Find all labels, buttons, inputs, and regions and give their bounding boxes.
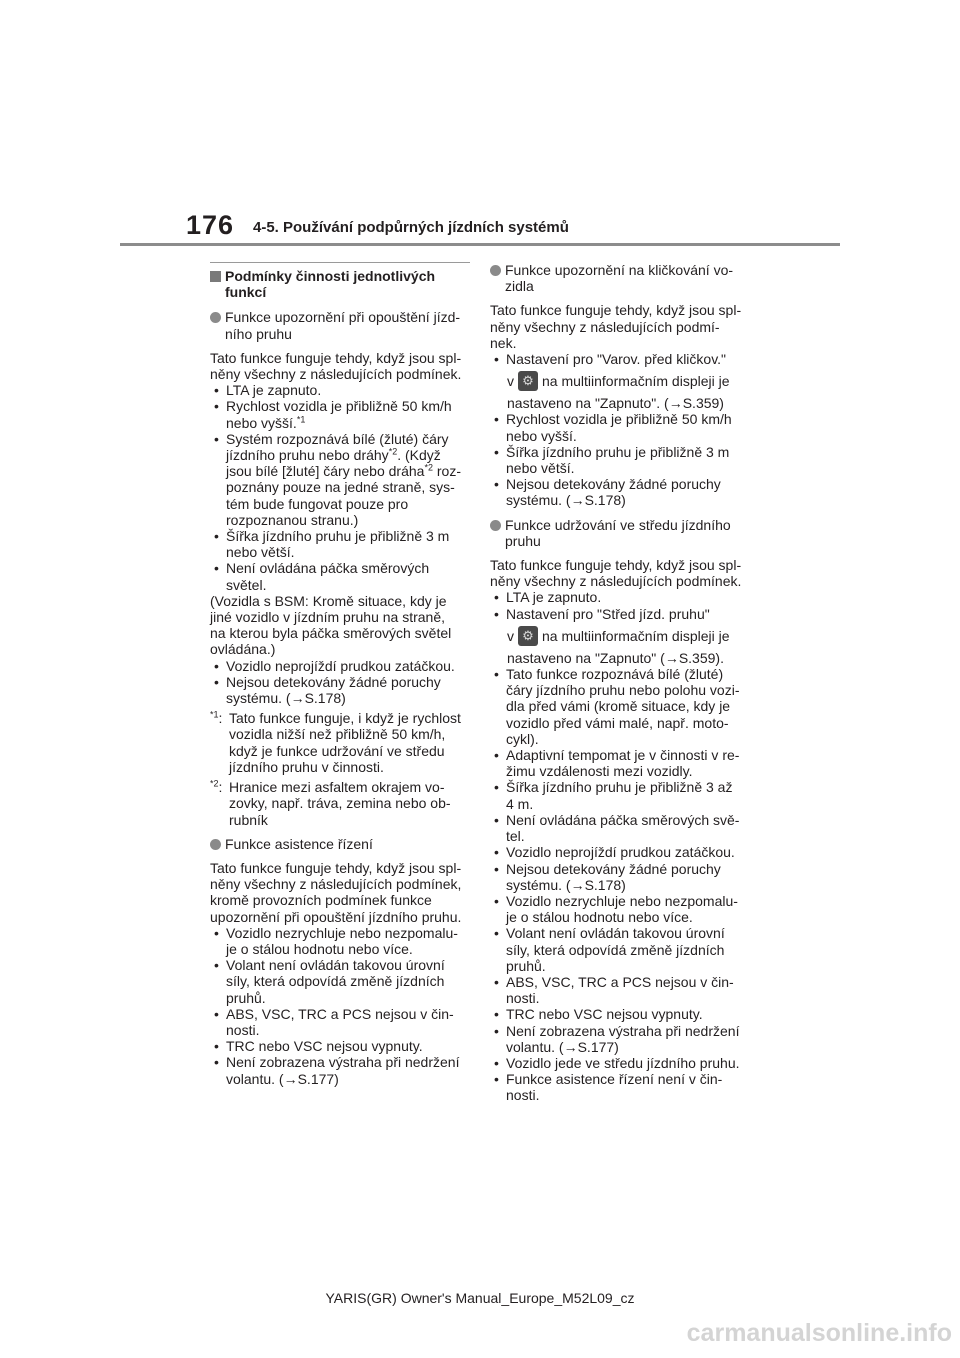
- subsection-heading: Funkce upozornění na kličkování vo- zidla: [490, 262, 750, 294]
- settings-gear-icon: ⚙: [518, 371, 538, 391]
- subsection-heading: Funkce upozornění při opouštění jízd- ního pruhu: [210, 309, 470, 341]
- settings-gear-icon: ⚙: [518, 626, 538, 646]
- gear-setting-line: v ⚙ na multiinformačním displeji je: [490, 626, 750, 646]
- list-item: • Volant není ovládán takovou úrovní síly, která odpovídá změně jízdních pruhů.: [490, 925, 750, 974]
- list-item: • Není ovládána páčka směrových světel.: [210, 560, 470, 592]
- list-item: • Systém rozpoznává bílé (žluté) čáry jízdního pruhu nebo dráhy$^{*2}$. (Když jsou bílé [žluté] čáry nebo dráha$^{*2}$ roz- poznány pouze na jedné straně, sys- tém bude fungovat pouze pro rozpoznanou stranu.): [210, 431, 470, 528]
- list-item: • Šířka jízdního pruhu je přibližně 3 m nebo větší.: [210, 528, 470, 560]
- circle-bullet-icon: [490, 520, 501, 531]
- list-item: • Vozidlo neprojíždí prudkou zatáčkou.: [210, 658, 470, 674]
- chapter-title: 4-5. Používání podpůrných jízdních systémů: [253, 219, 569, 236]
- list-item: • Vozidlo jede ve středu jízdního pruhu.: [490, 1055, 750, 1071]
- list-item: • LTA je zapnuto.: [210, 382, 470, 398]
- paragraph: (Vozidla s BSM: Kromě situace, kdy je jiné vozidlo v jízdním pruhu na straně, na kterou byla páčka směrových světel ovládána.): [210, 592, 452, 658]
- list-item: • Není ovládána páčka směrových svě- tel.: [490, 812, 750, 844]
- list-item: • Vozidlo nezrychluje nebo nezpomalu- je o stálou hodnotu nebo více.: [210, 925, 470, 957]
- circle-bullet-icon: [210, 839, 221, 850]
- left-column: [210, 262, 470, 1087]
- paragraph: Tato funkce funguje tehdy, když jsou spl- něny všechny z následujících podmínek.: [210, 349, 462, 383]
- footnote: $^{*2}$: Hranice mezi asfaltem okrajem vo- zovky, např. tráva, zemina nebo ob- rubník: [210, 778, 451, 828]
- list-item: • Nejsou detekovány žádné poruchy systému. (→S.178): [490, 861, 750, 893]
- list-item: • Není zobrazena výstraha při nedržení volantu. (→S.177): [490, 1023, 750, 1055]
- list-item: • ABS, VSC, TRC a PCS nejsou v čin- nosti.: [490, 974, 750, 1006]
- list-item: • Nejsou detekovány žádné poruchy systému. (→S.178): [490, 476, 750, 508]
- paragraph: nastaveno na "Zapnuto" (→S.359).: [507, 649, 724, 666]
- list-item: • Rychlost vozidla je přibližně 50 km/h nebo vyšší.$^{*1}$: [210, 398, 470, 430]
- list-item: • Není zobrazena výstraha při nedržení volantu. (→S.177): [210, 1054, 470, 1086]
- footer-text: YARIS(GR) Owner's Manual_Europe_M52L09_cz: [325, 1290, 635, 1306]
- page-number: 176: [186, 210, 235, 240]
- footnote: $^{*1}$: Tato funkce funguje, i když je rychlost vozidla nižší než přibližně 50 km/h, když je funkce udržování ve středu jízdního pruhu v činnosti.: [210, 709, 461, 775]
- paragraph: nastaveno na "Zapnuto". (→S.359): [507, 395, 724, 412]
- list-item: • Šířka jízdního pruhu je přibližně 3 m nebo větší.: [490, 444, 750, 476]
- header-divider: [120, 243, 840, 246]
- gear-setting-line: v ⚙ na multiinformačním displeji je: [490, 371, 750, 391]
- subsection-heading: Funkce udržování ve středu jízdního pruhu: [490, 517, 750, 549]
- list-item: • Vozidlo nezrychluje nebo nezpomalu- je o stálou hodnotu nebo více.: [490, 893, 750, 925]
- list-item: • LTA je zapnuto.: [490, 589, 750, 605]
- paragraph: Tato funkce funguje tehdy, když jsou spl- něny všechny z následujících podmínek, kromě provozních podmínek funkce upozornění při opouštění jízdního pruhu.: [210, 859, 462, 925]
- circle-bullet-icon: [490, 265, 501, 276]
- list-item: • TRC nebo VSC nejsou vypnuty.: [490, 1006, 750, 1022]
- list-item: • Nastavení pro "Varov. před kličkov.": [490, 351, 750, 367]
- list-item: • Funkce asistence řízení není v čin- nosti.: [490, 1071, 750, 1103]
- watermark: carmanualsonline.info: [686, 1319, 952, 1347]
- right-column: [490, 262, 750, 1104]
- section-heading: Podmínky činnosti jednotlivých funkcí: [210, 268, 470, 300]
- list-item: • Adaptivní tempomat je v činnosti v re- žimu vzdálenosti mezi vozidly.: [490, 747, 750, 779]
- square-bullet-icon: [210, 271, 221, 282]
- section-divider: [210, 262, 470, 263]
- list-item: • ABS, VSC, TRC a PCS nejsou v čin- nosti.: [210, 1006, 470, 1038]
- subsection-heading: Funkce asistence řízení: [210, 836, 470, 852]
- list-item: • Volant není ovládán takovou úrovní síly, která odpovídá změně jízdních pruhů.: [210, 957, 470, 1006]
- list-item: • Šířka jízdního pruhu je přibližně 3 až 4 m.: [490, 779, 750, 811]
- list-item: • TRC nebo VSC nejsou vypnuty.: [210, 1038, 470, 1054]
- list-item: • Nejsou detekovány žádné poruchy systému. (→S.178): [210, 674, 470, 706]
- paragraph: Tato funkce funguje tehdy, když jsou spl- něny všechny z následujících podmí- nek.: [490, 302, 742, 351]
- list-item: • Rychlost vozidla je přibližně 50 km/h nebo vyšší.: [490, 411, 750, 443]
- list-item: • Vozidlo neprojíždí prudkou zatáčkou.: [490, 844, 750, 860]
- list-item: • Nastavení pro "Střed jízd. pruhu": [490, 606, 750, 622]
- list-item: • Tato funkce rozpoznává bílé (žluté) čáry jízdního pruhu nebo polohu vozi- dla před vámi (kromě situace, kdy je vozidlo před vámi malé, např. moto- cykl).: [490, 666, 750, 747]
- paragraph: Tato funkce funguje tehdy, když jsou spl- něny všechny z následujících podmínek.: [490, 557, 742, 590]
- circle-bullet-icon: [210, 312, 221, 323]
